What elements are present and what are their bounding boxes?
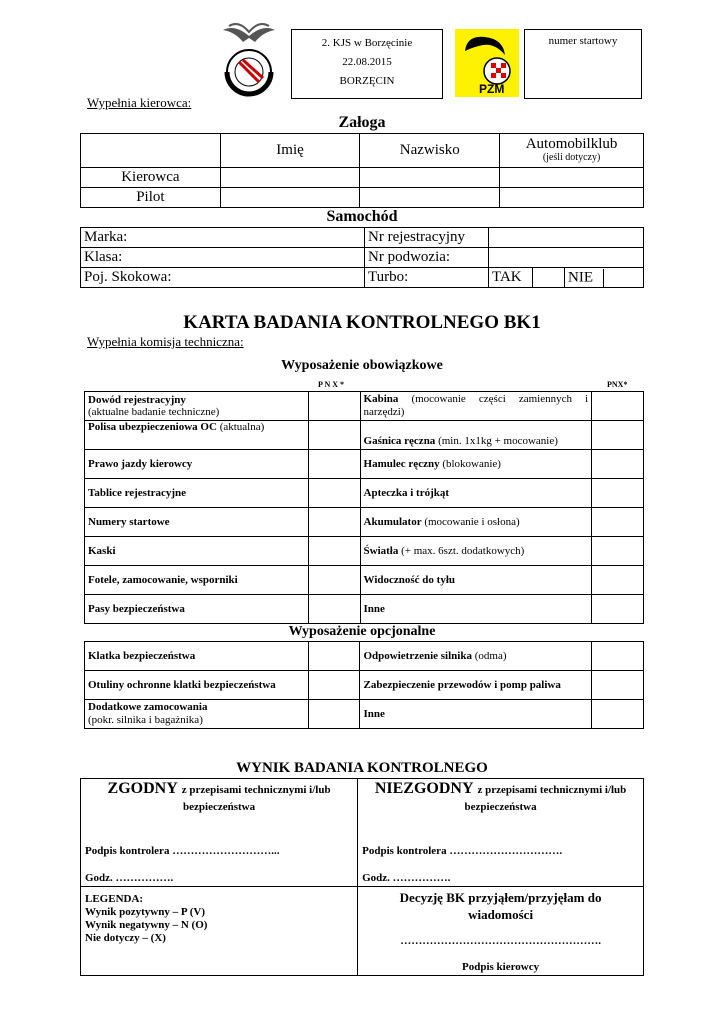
svg-text:PZM: PZM	[479, 82, 505, 96]
table-row: Fotele, zamocowanie, wsporniki Widoczność do tyłu	[85, 566, 644, 595]
crew-table	[80, 133, 644, 208]
club-logo	[215, 22, 283, 97]
mark-cell[interactable]	[592, 642, 644, 671]
turbo-yes-box[interactable]	[533, 268, 565, 288]
copilot-last-name-field[interactable]	[360, 188, 500, 208]
reg-label: Nr rejestracyjny	[365, 228, 489, 248]
mark-cell[interactable]	[308, 508, 360, 537]
mandatory-table	[84, 391, 644, 624]
chassis-label: Nr podwozia:	[365, 248, 489, 268]
driver-last-name-field[interactable]	[360, 168, 500, 188]
chassis-field[interactable]	[489, 248, 644, 268]
reg-field[interactable]	[489, 228, 644, 248]
col-club-note: (jeśli dotyczy)	[542, 151, 601, 163]
driver-club-field[interactable]	[500, 168, 644, 188]
driver-first-name-field[interactable]	[220, 168, 360, 188]
driver-sign-label: Podpis kierowcy	[462, 961, 540, 973]
table-row: Klatka bezpieczeństwa Odpowietrzenie silnika (odma)	[85, 642, 644, 671]
mark-cell[interactable]	[308, 450, 360, 479]
table-row: Tablice rejestracyjne Apteczka i trójkąt	[85, 479, 644, 508]
mark-cell[interactable]	[592, 671, 644, 700]
table-row: Kaski Światła (+ max. 6szt. dodatkowych)	[85, 537, 644, 566]
table-row: Pasy bezpieczeństwa Inne	[85, 595, 644, 624]
result-ok-cell[interactable]: ZGODNY z przepisami technicznymi i/lub bezpieczeństwa Podpis kontrolera ………………………... Godz. …………….	[81, 779, 358, 887]
result-nok-label: NIEZGODNY	[374, 780, 474, 797]
result-nok-cell[interactable]: NIEZGODNY z przepisami technicznymi i/lub bezpieczeństwa Podpis kontrolera …………………………. Godz. …………….	[358, 779, 644, 887]
card-title: KARTA BADANIA KONTROLNEGO BK1	[183, 312, 541, 333]
mandatory-title: Wyposażenie obowiązkowe	[281, 358, 443, 373]
event-name: 2. KJS w Borzęcinie	[321, 37, 413, 49]
result-ok-label: ZGODNY	[107, 780, 178, 797]
time-right: Godz. …………….	[362, 872, 451, 884]
mark-cell[interactable]	[592, 595, 644, 624]
start-number-box[interactable]	[524, 29, 642, 99]
capacity-label: Poj. Skokowa:	[81, 268, 365, 288]
mark-cell[interactable]	[308, 479, 360, 508]
turbo-label: Turbo:	[365, 268, 489, 288]
start-number-label: numer startowy	[548, 35, 618, 47]
turbo-no[interactable]: NIE	[565, 268, 644, 288]
make-label: Marka:	[81, 228, 365, 248]
table-row: Dowód rejestracyjny (aktualne badanie techniczne) Kabina (mocowanie części zamiennych i narzędzi)	[85, 392, 644, 421]
optional-title: Wyposażenie opcjonalne	[288, 624, 436, 639]
copilot-first-name-field[interactable]	[220, 188, 360, 208]
mark-cell[interactable]	[592, 421, 644, 450]
turbo-yes[interactable]: TAK	[489, 268, 533, 288]
mark-cell[interactable]	[308, 671, 360, 700]
crew-title: Załoga	[338, 114, 386, 131]
table-row: Otuliny ochronne klatki bezpieczeństwa Zabezpieczenie przewodów i pomp paliwa	[85, 671, 644, 700]
mark-cell[interactable]	[308, 700, 360, 729]
copilot-label: Pilot	[81, 188, 221, 208]
mark-cell[interactable]	[308, 537, 360, 566]
mark-cell[interactable]	[592, 392, 644, 421]
table-row: Polisa ubezpieczeniowa OC (aktualna) Gaśnica ręczna (min. 1x1kg + mocowanie)	[85, 421, 644, 450]
result-table	[80, 778, 644, 976]
driver-label: Kierowca	[81, 168, 221, 188]
sign-left: Podpis kontrolera ………………………...	[85, 845, 280, 857]
mark-cell[interactable]	[308, 595, 360, 624]
col-last-name: Nazwisko	[360, 134, 500, 168]
mark-cell[interactable]	[308, 392, 360, 421]
copilot-club-field[interactable]	[500, 188, 644, 208]
mark-cell[interactable]	[592, 566, 644, 595]
mark-cell[interactable]	[592, 450, 644, 479]
event-info-box	[291, 29, 443, 99]
mark-cell[interactable]	[592, 479, 644, 508]
mark-cell[interactable]	[592, 508, 644, 537]
car-table	[80, 227, 644, 288]
card-filled-by: Wypełnia komisja techniczna:	[87, 334, 244, 349]
mark-cell[interactable]	[592, 700, 644, 729]
mark-cell[interactable]	[308, 566, 360, 595]
crew-filled-by: Wypełnia kierowca:	[87, 95, 192, 110]
mark-cell[interactable]	[308, 642, 360, 671]
col-club: Automobilklub	[525, 135, 618, 152]
event-date: 22.08.2015	[342, 56, 392, 68]
table-row: Prawo jazdy kierowcy Hamulec ręczny (blokowanie)	[85, 450, 644, 479]
result-title: WYNIK BADANIA KONTROLNEGO	[236, 760, 488, 776]
sign-right: Podpis kontrolera ………………………….	[362, 845, 563, 857]
pzm-logo	[455, 29, 519, 97]
mandatory-mark-right: PNX*	[607, 380, 628, 389]
driver-decision[interactable]: Decyzję BK przyjąłem/przyjęłam do wiadomości ………………………………………………. Podpis kierowcy	[358, 887, 644, 976]
mandatory-mark-left: P N X *	[318, 380, 344, 389]
mark-cell[interactable]	[592, 537, 644, 566]
car-title: Samochód	[326, 208, 398, 225]
col-first-name: Imię	[220, 134, 360, 168]
optional-table	[84, 641, 644, 729]
event-place: BORZĘCIN	[339, 75, 395, 87]
class-label: Klasa:	[81, 248, 365, 268]
table-row: Numery startowe Akumulator (mocowanie i osłona)	[85, 508, 644, 537]
time-left: Godz. …………….	[85, 872, 174, 884]
legend: LEGENDA: Wynik pozytywny – P (V) Wynik negatywny – N (O) Nie dotyczy – (X)	[81, 887, 358, 976]
table-row: Dodatkowe zamocowania (pokr. silnika i bagażnika) Inne	[85, 700, 644, 729]
mark-cell[interactable]	[308, 421, 360, 450]
